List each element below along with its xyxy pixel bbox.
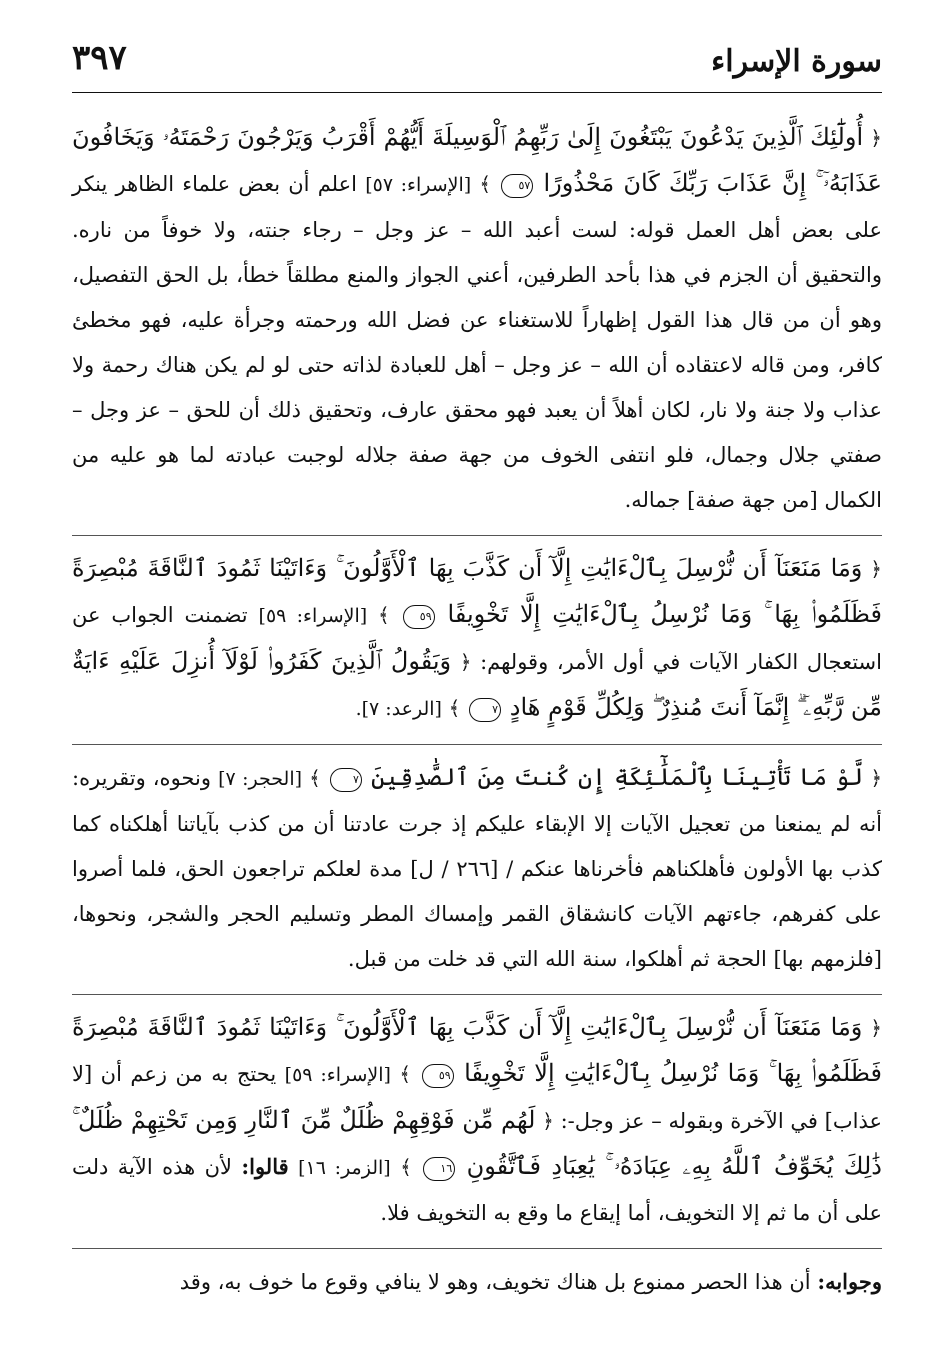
commentary-text: اعلم أن بعض علماء الظاهر ينكر على بعض أهل العمل قوله: لست أعبد الله – عز وجل – رجاء جنته، ولا خوفاً من ناره. والتحقيق أن الجزم في هذا بأحد الطرفين، أعني الجواز والمنع مطلقاً خطأ، بل الحق التفصيل، وهو أن من قال هذا القول إظهاراً للاستغناء عن فضل الله ورحمته وجرأة عليه، فهو مخطئ كافر، ومن قاله لاعتقاده أن الله – عز وجل – أهل للعبادة لذاته حتى لو لم يكن هناك رحمة ولا عذاب ولا جنة ولا نار، لكان أهلاً أن يعبد فهو محقق عارف، وتحقيق ذلك أن للحق – عز وجل – صفتي جلال وجمال، فلو انتفى الخوف من جهة صفة جلاله لوجبت عبادته لما هو عليه من الكمال [من جهة صفة] جماله. bbox=[72, 172, 882, 512]
ornate-close-bracket: ﴾ bbox=[309, 766, 321, 790]
commentary-text: ونحوه، وتقريره: أنه لم يمنعنا من تعجيل الآيات إلا الإبقاء عليكم إذ جرت عادتنا أن من كذب بآياتنا أهلكناه كما كذب بها الأولون فأهلكناهم فأخرناها عنكم / [٢٦٦ / ل] مدة لعلكم تراجعون الحق، فلما أصروا على كفرهم، جاءتهم الآيات كانشقاق القمر وإمساك المطر وتسليم الحجر والشجر، ونحوها، [فلزمهم بها] الحجة ثم أهلكوا، سنة الله التي قد خلت من قبل. bbox=[72, 766, 882, 971]
quran-verse: وَمَا مَنَعَنَآ أَن نُّرْسِلَ بِٱلْءَايَٰتِ إِلَّآ أَن كَذَّبَ بِهَا ٱلْأَوَّلُونَ ۚ وَءَاتَيْنَا ثَمُودَ ٱلنَّاقَةَ مُبْصِرَةً فَظَلَمُوا۟ بِهَا ۚ وَمَا نُرْسِلُ بِٱلْءَايَٰتِ إِلَّا تَخْوِيفًا bbox=[72, 1013, 882, 1087]
ornate-close-bracket: ﴾ bbox=[378, 603, 390, 627]
paragraph bbox=[72, 115, 882, 536]
surah-title: سورة الإسراء bbox=[711, 44, 882, 79]
paragraph bbox=[72, 1005, 882, 1249]
verse-number-marker: ٧ bbox=[330, 768, 362, 792]
ornate-open-bracket: ﴿ bbox=[459, 650, 472, 674]
quran-verse: وَمَا مَنَعَنَآ أَن نُّرْسِلَ بِٱلْءَايَٰتِ إِلَّآ أَن كَذَّبَ بِهَا ٱلْأَوَّلُونَ ۚ وَءَاتَيْنَا ثَمُودَ ٱلنَّاقَةَ مُبْصِرَةً فَظَلَمُوا۟ بِهَا ۚ وَمَا نُرْسِلُ بِٱلْءَايَٰتِ إِلَّا تَخْوِيفًا bbox=[72, 554, 882, 628]
section-label: قالوا: bbox=[241, 1154, 289, 1179]
ornate-open-bracket: ﴿ bbox=[870, 126, 882, 150]
verse-reference: [الحجر: ٧] bbox=[218, 768, 303, 790]
verse-reference: [الإسراء: ٥٩] bbox=[284, 1064, 391, 1086]
ornate-open-bracket: ﴿ bbox=[542, 1109, 554, 1133]
quran-verse: لَّوْ مَا تَأْتِينَا بِٱلْمَلَٰٓئِكَةِ إِن كُنتَ مِنَ ٱلصَّٰدِقِينَ bbox=[371, 763, 864, 791]
ornate-open-bracket: ﴿ bbox=[870, 766, 883, 790]
verse-reference: [الرعد: ٧]. bbox=[355, 698, 442, 720]
commentary-text: لأن هذه الآية دلت على أن ما ثم إلا التخويف، أما إيقاع ما وقع به التخويف فلا. bbox=[72, 1155, 882, 1225]
ornate-open-bracket: ﴿ bbox=[870, 1016, 882, 1040]
ornate-close-bracket: ﴾ bbox=[399, 1062, 412, 1086]
quran-verse: وَيَقُولُ ٱلَّذِينَ كَفَرُوا۟ لَوْلَآ أُنزِلَ عَلَيْهِ ءَايَةٌ مِّن رَّبِّهِۦٓ ۗ إِنَّمَآ أَنتَ مُنذِرٌ ۖ وَلِكُلِّ قَوْمٍ هَادٍ bbox=[72, 647, 882, 721]
verse-number-marker: ١٦ bbox=[423, 1157, 455, 1181]
paragraph bbox=[72, 1259, 882, 1317]
quran-verse: أُولَٰٓئِكَ ٱلَّذِينَ يَدْعُونَ يَبْتَغُونَ إِلَىٰ رَبِّهِمُ ٱلْوَسِيلَةَ أَيُّهُمْ أَقْرَبُ وَيَرْجُونَ رَحْمَتَهُۥ وَيَخَافُونَ عَذَابَهُۥٓ ۚ إِنَّ عَذَابَ رَبِّكَ كَانَ مَحْذُورًا bbox=[72, 123, 882, 197]
commentary-text: يحتج به من زعم أن [لا عذاب] في الآخرة وبقوله – عز وجل-: bbox=[72, 1062, 882, 1133]
ornate-close-bracket: ﴾ bbox=[400, 1155, 412, 1179]
verse-reference: [الزمر: ١٦] bbox=[298, 1157, 391, 1179]
verse-reference: [الإسراء: ٥٧] bbox=[365, 174, 472, 196]
ornate-close-bracket: ﴾ bbox=[448, 696, 461, 720]
verse-number-marker: ٥٩ bbox=[403, 605, 435, 629]
paragraph bbox=[72, 755, 882, 995]
paragraph bbox=[72, 546, 882, 745]
verse-reference: [الإسراء: ٥٩] bbox=[258, 605, 368, 627]
section-label: وجوابه: bbox=[817, 1269, 882, 1294]
commentary-text: تضمنت الجواب عن استعجال الكفار الآيات في أول الأمر، وقولهم: bbox=[72, 603, 882, 674]
book-page bbox=[72, 30, 882, 1327]
page-number: ٣٩٧ bbox=[72, 38, 127, 78]
verse-number-marker: ٥٩ bbox=[422, 1064, 454, 1088]
verse-number-marker: ٧ bbox=[469, 698, 501, 722]
page-body bbox=[72, 93, 882, 1317]
ornate-open-bracket: ﴿ bbox=[870, 557, 882, 581]
ornate-close-bracket: ﴾ bbox=[479, 172, 492, 196]
quran-verse: لَهُم مِّن فَوْقِهِمْ ظُلَلٌ مِّنَ ٱلنَّارِ وَمِن تَحْتِهِمْ ظُلَلٌ ۚ ذَٰلِكَ يُخَوِّفُ ٱللَّهُ بِهِۦ عِبَادَهُۥ ۚ يَٰعِبَادِ فَٱتَّقُونِ bbox=[72, 1106, 882, 1180]
verse-number-marker: ٥٧ bbox=[501, 174, 533, 198]
page-header bbox=[72, 30, 882, 93]
commentary-text: أن هذا الحصر ممنوع بل هناك تخويف، وهو لا ينافي وقوع ما خوف به، وقد bbox=[179, 1270, 811, 1294]
